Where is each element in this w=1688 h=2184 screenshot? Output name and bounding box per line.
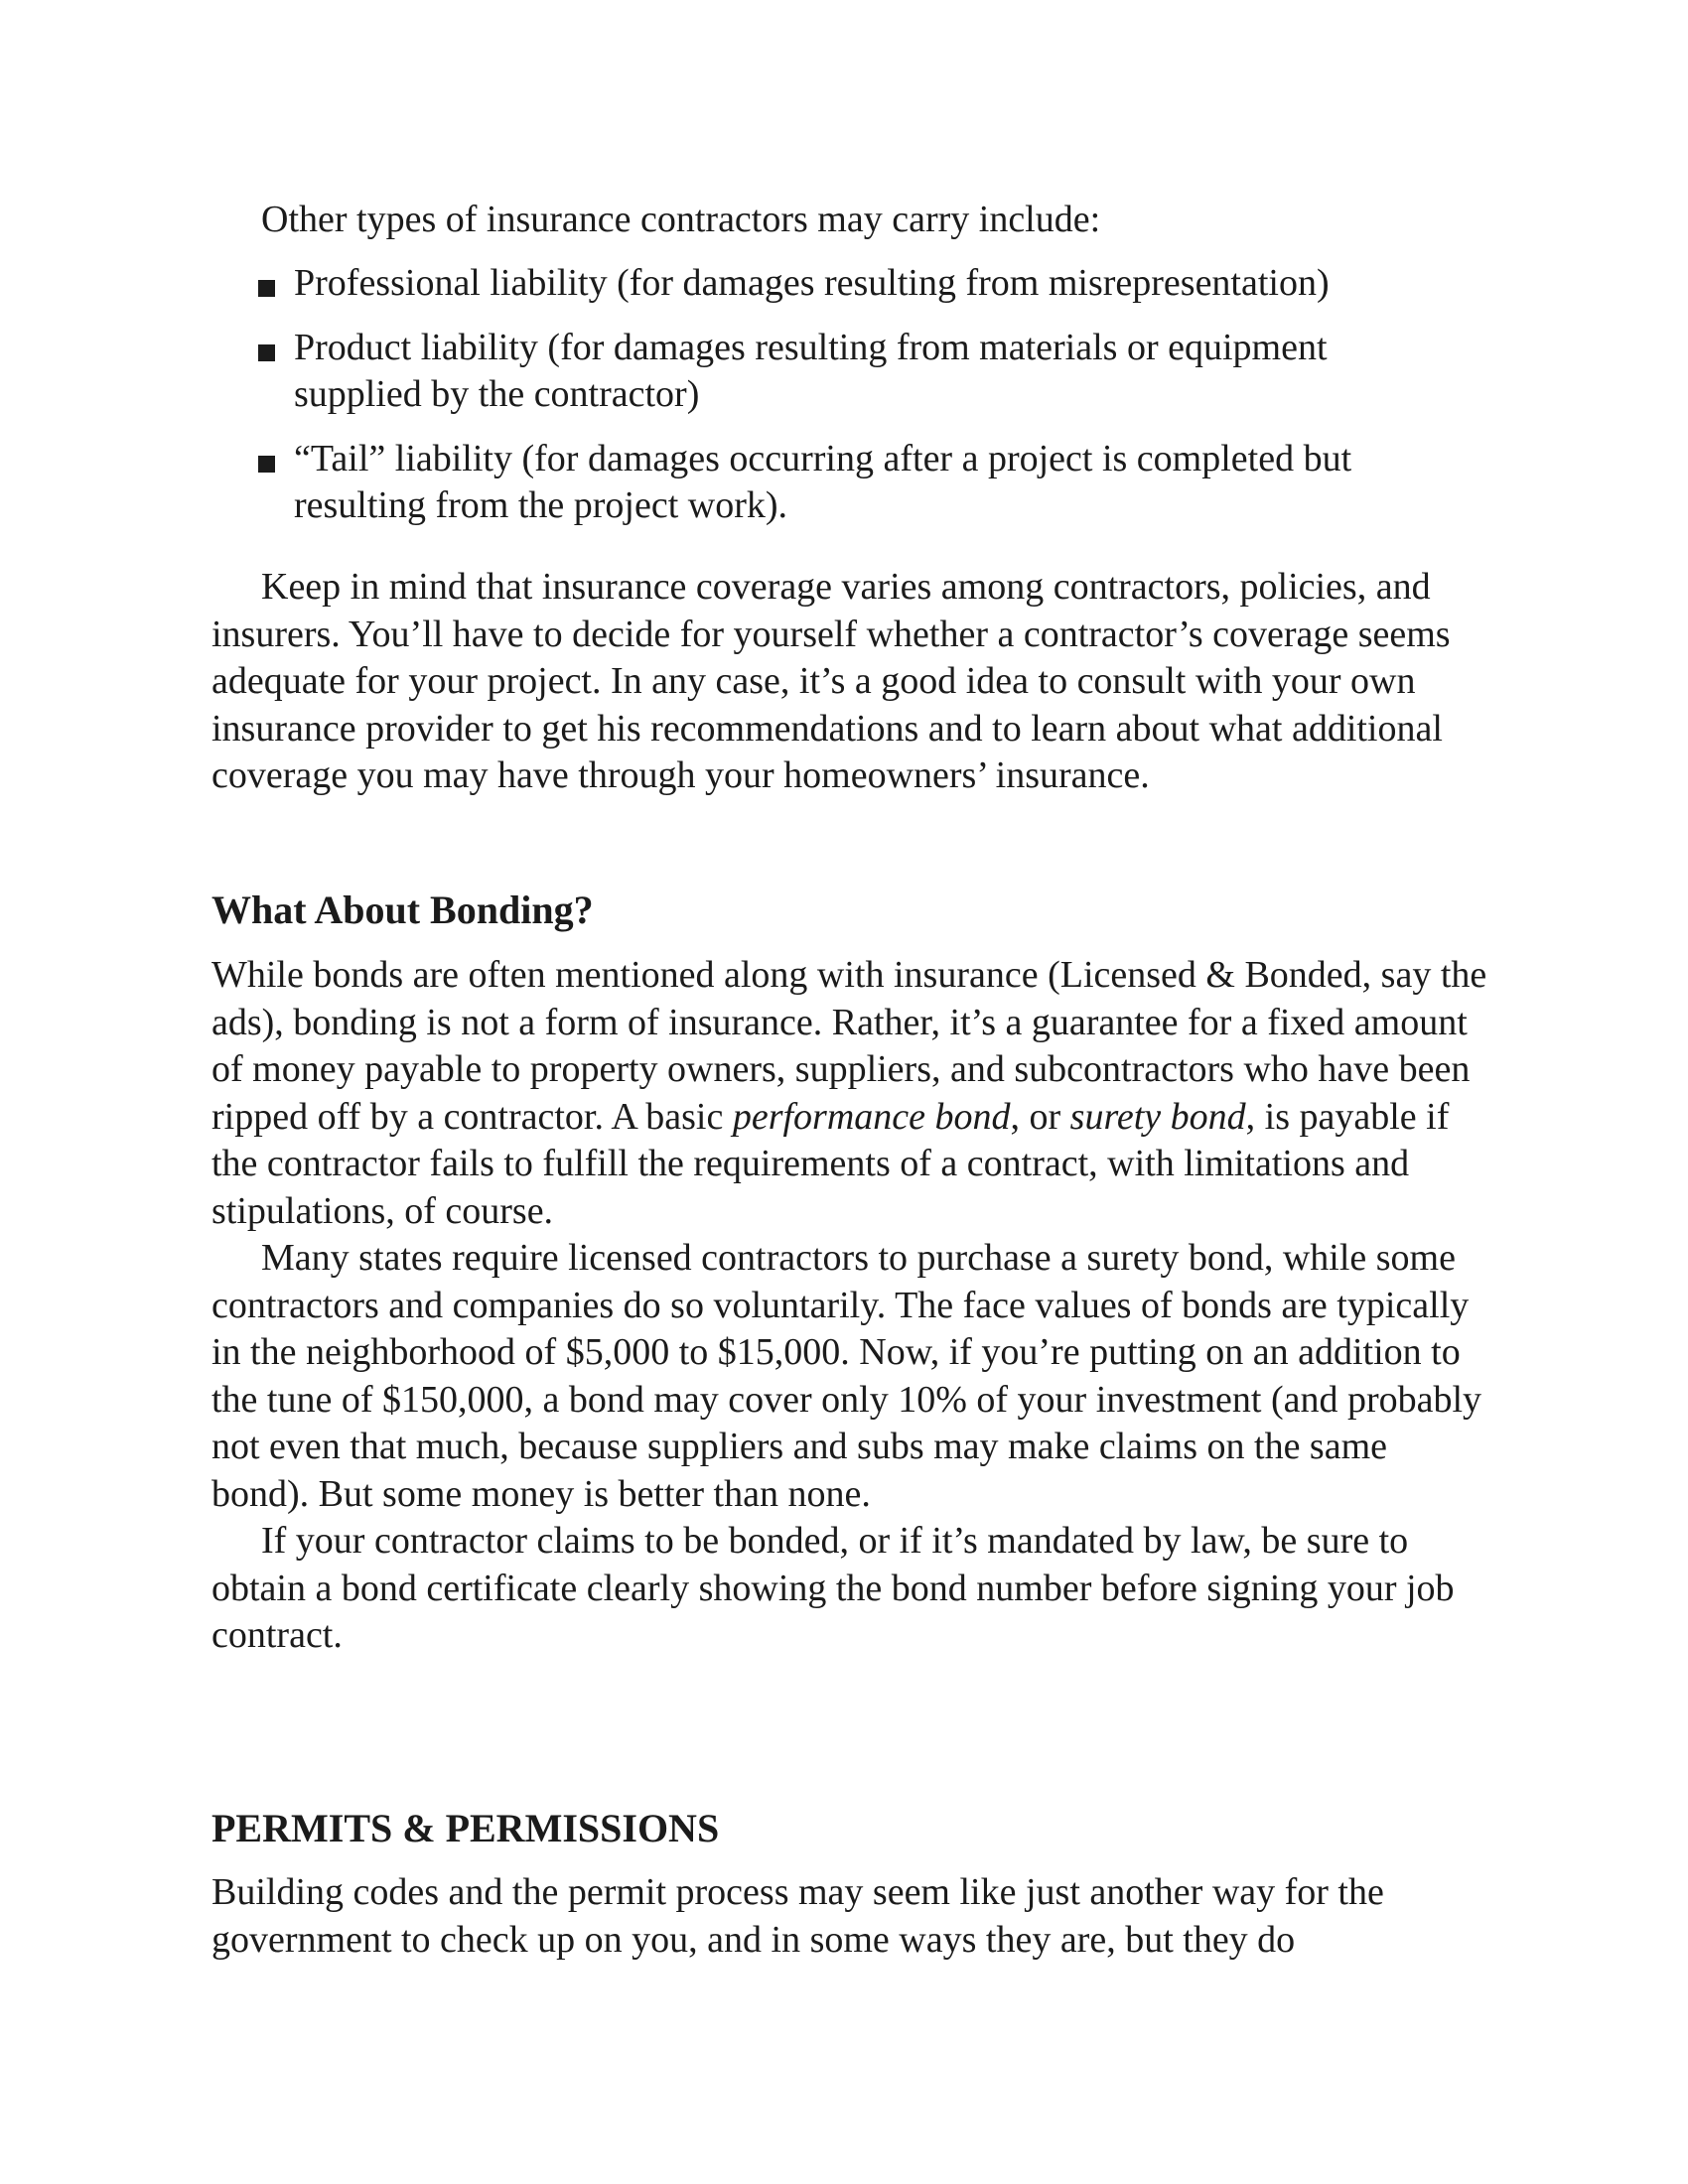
bonding-section — [211, 952, 1492, 1660]
paragraph-text: , or — [1010, 1095, 1070, 1138]
insurance-advice-section — [211, 564, 1492, 800]
permits-section — [211, 1869, 1492, 1964]
square-bullet-icon — [258, 280, 275, 297]
list-item-text: Product liability (for damages resulting from materials or equipment supplied by the contractor) — [294, 326, 1328, 415]
paragraph-text: While bonds are often mentioned along with insurance (Licensed & Bonded, say the ads), bonding is not a form of insurance. Rather, it’s a guarantee for a fixed amount of money payable to property owners, suppliers, and subcontractors who have been ripped off by a contractor. A basic — [211, 954, 1487, 1138]
square-bullet-icon — [258, 456, 275, 473]
list-item-text: Professional liability (for damages resulting from misrepresentation) — [294, 262, 1330, 304]
paragraph-text: , is payable if the contractor fails to fulfill the requirements of a contract, with limitations and stipulations, of course. — [211, 1095, 1450, 1232]
section-heading-permits: PERMITS & PERMISSIONS — [211, 1806, 720, 1850]
term-surety-bond: surety bond — [1069, 1095, 1246, 1138]
square-bullet-icon — [258, 344, 275, 361]
paragraph: Many states require licensed contractors to purchase a surety bond, while some contractors and companies do so voluntarily. The face values of bonds are typically in the neighborhood of $5,000 to $15,000. Now, if you’re putting on an addition to the tune of $150,000, a bond may cover only 10% of your investment (and probably not even that much, because suppliers and subs may make claims on the same bond). But some money is better than none. — [211, 1237, 1482, 1515]
paragraph — [211, 952, 1492, 1235]
term-performance-bond: performance bond — [732, 1095, 1011, 1138]
paragraph: Building codes and the permit process may seem like just another way for the government to check up on you, and in some ways they are, but they do — [211, 1871, 1384, 1961]
insurance-types-list — [258, 260, 1489, 547]
list-item — [258, 260, 1489, 308]
paragraph: If your contractor claims to be bonded, or if it’s mandated by law, be sure to obtain a bond certificate clearly showing the bond number before signing your job contract. — [211, 1520, 1455, 1656]
list-item — [258, 436, 1489, 530]
list-item-text: “Tail” liability (for damages occurring after a project is completed but resulting from the project work). — [294, 437, 1352, 526]
paragraph: Keep in mind that insurance coverage varies among contractors, policies, and insurers. You’ll have to decide for yourself whether a contractor’s coverage seems adequate for your project. In any case, it’s a good idea to consult with your own insurance provider to get his recommendations and to learn about what additional coverage you may have through your homeowners’ insurance. — [211, 566, 1451, 796]
section-heading-bonding: What About Bonding? — [211, 887, 594, 932]
list-item — [258, 325, 1489, 419]
intro-text: Other types of insurance contractors may carry include: — [261, 199, 1101, 240]
